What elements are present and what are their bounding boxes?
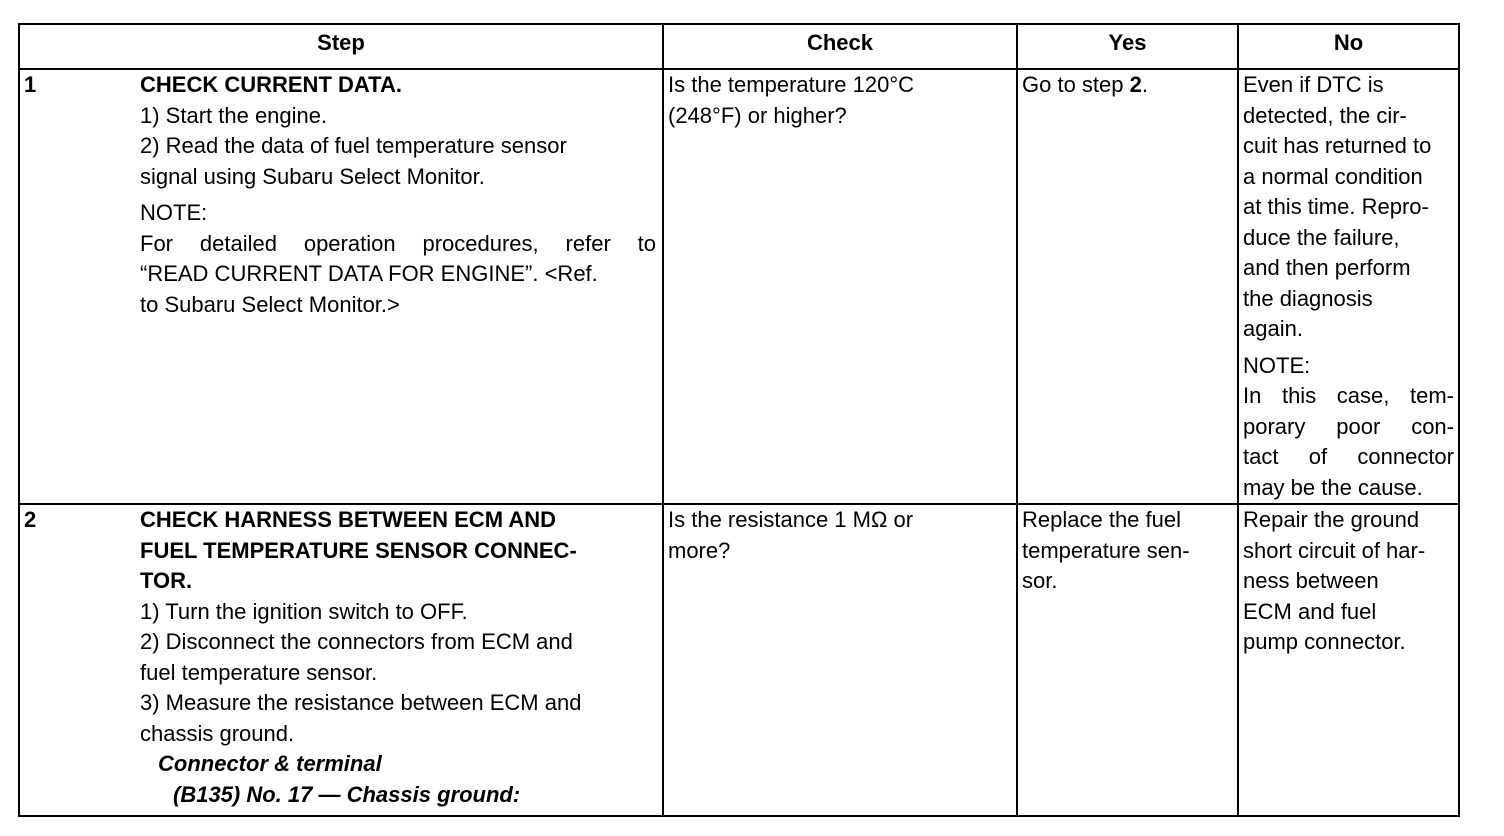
step-line: 2) Disconnect the connectors from ECM and (140, 629, 573, 654)
no-note-line: tact of connector (1243, 444, 1454, 469)
check-line: more? (668, 537, 731, 563)
no-line: the diagnosis (1243, 285, 1373, 311)
yes-cell-1 (1017, 69, 1238, 504)
no-line: ECM and fuel (1243, 598, 1377, 624)
yes-line: Replace the fuel (1022, 507, 1181, 532)
yes-cell-2 (1017, 504, 1238, 816)
no-cell-2 (1238, 504, 1459, 816)
table-row (19, 504, 1459, 816)
step-line: 1) Start the engine. (140, 102, 328, 128)
no-line: pump connector. (1243, 629, 1406, 654)
step-title: FUEL TEMPERATURE SENSOR CONNEC- (140, 537, 577, 563)
no-line: Repair the ground (1243, 507, 1420, 532)
no-line: detected, the cir- (1243, 102, 1407, 128)
step-line: fuel temperature sensor. (140, 659, 378, 685)
note-line: to Subaru Select Monitor.> (140, 291, 400, 317)
step-body (140, 70, 656, 320)
step-title: CHECK HARNESS BETWEEN ECM AND (140, 507, 556, 532)
no-line: duce the failure, (1243, 224, 1400, 250)
step-body (140, 505, 656, 810)
header-step: Step (19, 24, 663, 69)
step-number: 2 (24, 507, 37, 532)
step-line: signal using Subaru Select Monitor. (140, 163, 485, 189)
step-line: chassis ground. (140, 720, 295, 746)
connector-label: Connector & terminal (158, 751, 382, 776)
header-no: No (1238, 24, 1459, 69)
no-line: Even if DTC is (1243, 72, 1384, 97)
yes-text: Go to step (1022, 72, 1130, 97)
step-cell-2 (19, 504, 663, 816)
step-line: 2) Read the data of fuel temperature sensor (140, 133, 567, 158)
no-line: short circuit of har- (1243, 537, 1426, 563)
no-cell-1 (1238, 69, 1459, 504)
no-note-line: may be the cause. (1243, 474, 1423, 500)
header-check: Check (663, 24, 1017, 69)
check-line: Is the temperature 120°C (668, 72, 915, 97)
step-line: 3) Measure the resistance between ECM and (140, 690, 582, 715)
no-note-label: NOTE: (1243, 352, 1311, 378)
no-note-line: In this case, tem- (1243, 383, 1454, 408)
yes-line: temperature sen- (1022, 537, 1190, 563)
no-line: a normal condition (1243, 163, 1423, 189)
note-label: NOTE: (140, 200, 208, 225)
diagnostic-table (18, 23, 1460, 817)
step-line: 1) Turn the ignition switch to OFF. (140, 598, 468, 624)
no-line: again. (1243, 316, 1303, 341)
check-cell-2 (663, 504, 1017, 816)
no-note-line: porary poor con- (1243, 413, 1454, 439)
connector-value: (B135) No. 17 — Chassis ground: (173, 781, 521, 807)
check-line: Is the resistance 1 MΩ or (668, 507, 914, 532)
step-number: 1 (24, 72, 37, 97)
step-cell-1 (19, 69, 663, 504)
note-line: “READ CURRENT DATA FOR ENGINE”. <Ref. (140, 261, 598, 286)
no-line: cuit has returned to (1243, 133, 1432, 158)
no-line: ness between (1243, 568, 1379, 593)
no-line: and then perform (1243, 255, 1411, 280)
note-line: For detailed operation procedures, refer to (140, 230, 656, 256)
table-header-row (19, 24, 1459, 69)
check-line: (248°F) or higher? (668, 102, 847, 128)
diagnostic-page (18, 23, 1458, 817)
check-cell-1 (663, 69, 1017, 504)
step-title: CHECK CURRENT DATA. (140, 72, 402, 97)
header-yes: Yes (1017, 24, 1238, 69)
no-line: at this time. Repro- (1243, 194, 1429, 219)
yes-step-ref: 2 (1129, 72, 1142, 97)
step-title: TOR. (140, 568, 193, 593)
table-row (19, 69, 1459, 504)
yes-end: . (1141, 72, 1148, 97)
yes-line: sor. (1022, 568, 1058, 593)
